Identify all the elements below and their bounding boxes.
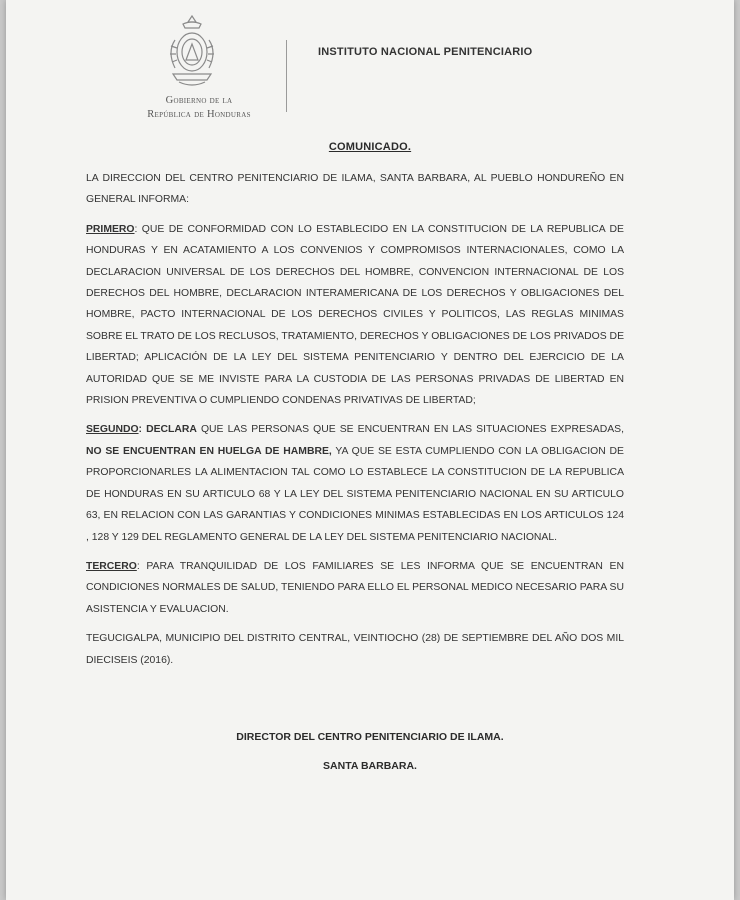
government-line-1: Gobierno de la [165,95,233,106]
signature-line-2: SANTA BARBARA. [323,760,417,772]
tercero-label: TERCERO [86,560,137,572]
tercero-text: : PARA TRANQUILIDAD DE LOS FAMILIARES SE LES INFORMA QUE SE ENCUENTRAN EN CONDICIONES NORMALES DE SALUD, TENIENDO PARA ELLO EL PERSONAL MEDICO NECESARIO PARA SU ASISTENCIA Y EVALUACION. [86,560,624,615]
document-page [6,0,734,900]
header-divider [286,40,287,112]
segundo-paragraph [86,419,624,547]
tercero-paragraph [86,556,624,620]
primero-text: : QUE DE CONFORMIDAD CON LO ESTABLECIDO EN LA CONSTITUCION DE LA REPUBLICA DE HONDURAS Y EN ACATAMIENTO A LOS CONVENIOS Y COMPROMISOS INTERNACIONALES, COMO LA DECLARACION UNIVERSAL DE LOS DERECHOS DEL HOMBRE, CONVENCION INTERNACIONAL DE LOS DERECHOS DEL HOMBRE, DECLARACION INTERAMERICANA DE LOS DERECHOS Y OBLIGACIONES DEL HOMBRE, PACTO INTERNACIONAL DE LOS DERECHOS CIVILES Y POLITICOS, LAS REGLAS MINIMAS SOBRE EL TRATO DE LOS RECLUSOS, TRATAMIENTO, DERECHOS Y OBLIGACIONES DE LOS PRIVADOS DE LIBERTAD; APLICACIÓN DE LA LEY DEL SISTEMA PENITENCIARIO Y DENTRO DEL EJERCICIO DE LA AUTORIDAD QUE SE ME INVISTE PARA LA CUSTODIA DE LAS PERSONAS PRIVADAS DE LIBERTAD EN PRISION PREVENTIVA O CUMPLIENDO CONDENAS PRIVATIVAS DE LIBERTAD; [86,223,624,407]
segundo-emphasis: NO SE ENCUENTRAN EN HUELGA DE HAMBRE, [86,445,332,457]
primero-label: PRIMERO [86,223,135,235]
government-line-2: República de Honduras [147,109,251,120]
segundo-text-1: QUE LAS PERSONAS QUE SE ENCUENTRAN EN LAS SITUACIONES EXPRESADAS, [196,424,624,436]
segundo-text-2: YA QUE SE ESTA CUMPLIENDO CON LA OBLIGACION DE PROPORCIONARLES LA ALIMENTACION TAL COMO LO ESTABLECE LA CONSTITUCION DE LA REPUBLICA DE HONDURAS EN SU ARTICULO 68 Y LA LEY DEL SISTEMA PENITENCIARIO NACIONAL EN SU ARTICULO 63, EN RELACION CON LAS GARANTIAS Y CONDICIONES MINIMAS ESTABLECIDAS EN LOS ARTICULOS 124 , 128 Y 129 DEL REGLAMENTO GENERAL DE LA LEY DEL SISTEMA PENITENCIARIO NACIONAL. [86,445,624,543]
signature-line-1: DIRECTOR DEL CENTRO PENITENCIARIO DE ILAMA. [236,731,504,743]
closing-paragraph: TEGUCIGALPA, MUNICIPIO DEL DISTRITO CENTRAL, VEINTIOCHO (28) DE SEPTIEMBRE DEL AÑO DOS MIL DIECISEIS (2016). [86,633,624,666]
document-title: COMUNICADO. [328,141,412,153]
segundo-label: SEGUNDO [86,424,139,436]
intro-paragraph: LA DIRECCION DEL CENTRO PENITENCIARIO DE ILAMA, SANTA BARBARA, AL PUEBLO HONDUREÑO EN GENERAL INFORMA: [86,173,624,206]
document-body [86,168,624,679]
coat-of-arms-seal-icon [161,12,223,90]
primero-paragraph [86,219,624,412]
segundo-declara: : DECLARA [138,424,197,436]
government-caption [124,94,274,122]
institute-name: INSTITUTO NACIONAL PENITENCIARIO [318,46,533,58]
